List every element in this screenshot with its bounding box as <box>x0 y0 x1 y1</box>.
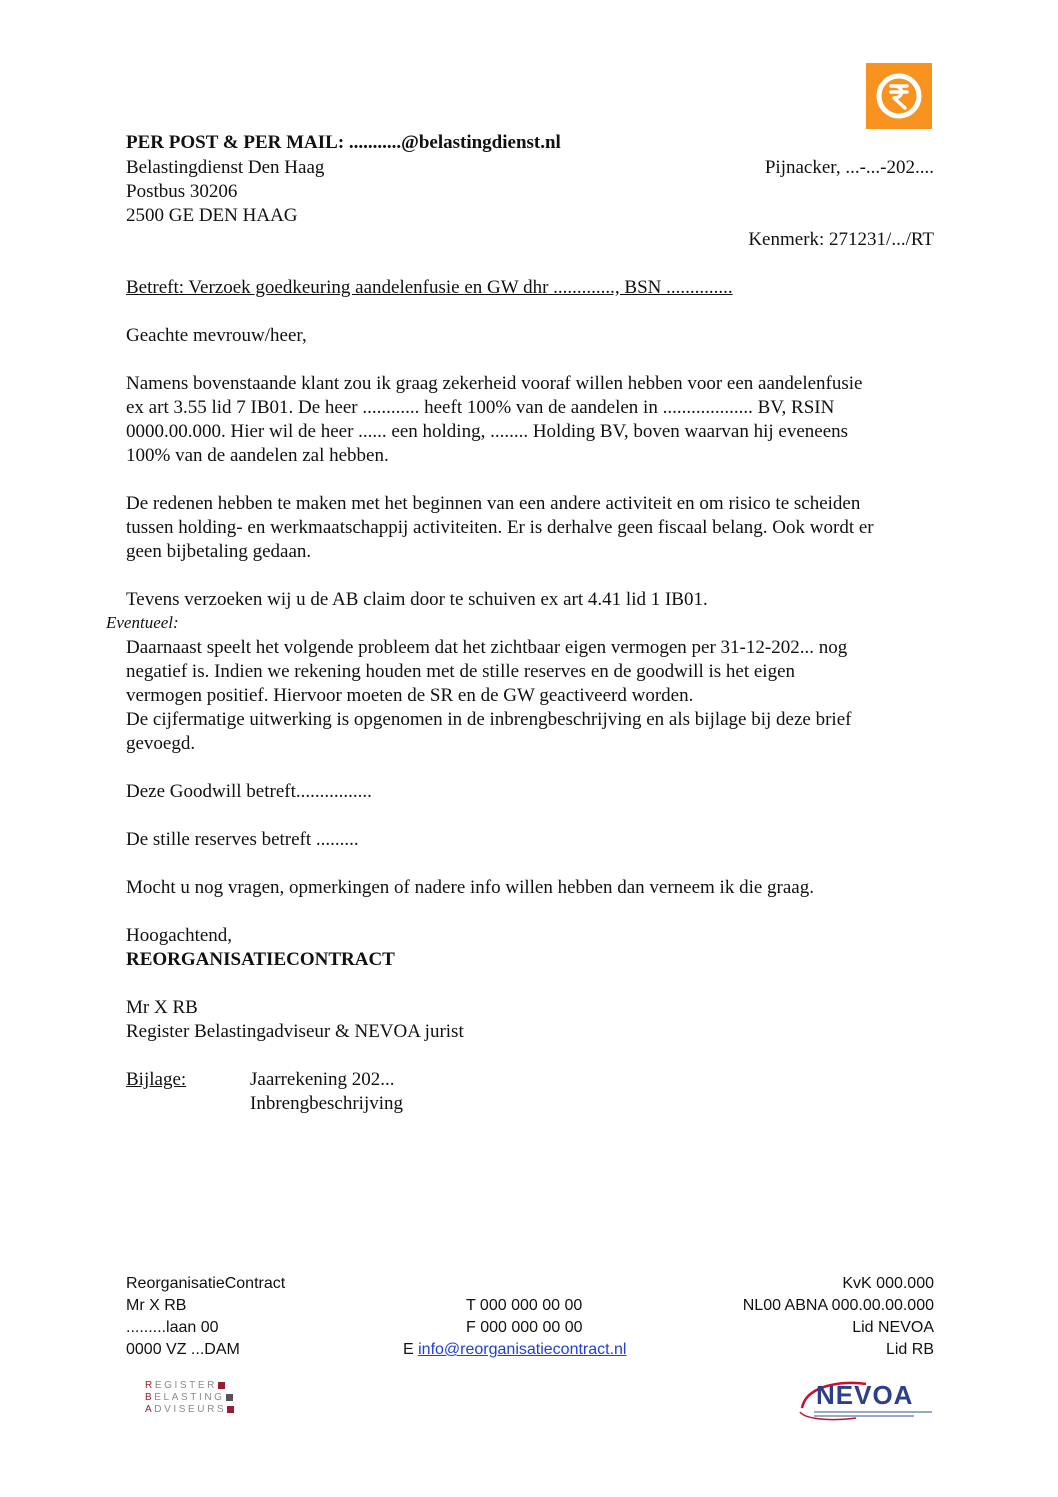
paragraph-2 <box>126 492 874 564</box>
text-line: De cijfermatige uitwerking is opgenomen in de inbrengbeschrijving en als bijlage bij deze brief <box>126 709 852 730</box>
footer-name: Mr X RB <box>126 1297 187 1314</box>
closing-company: REORGANISATIECONTRACT <box>126 949 395 970</box>
paragraph-reserves: De stille reserves betreft ......... <box>126 829 359 850</box>
text-line: ex art 3.55 lid 7 IB01. De heer ............ heeft 100% van de aandelen in ................... BV, RSIN <box>126 397 835 418</box>
footer-phone: T 000 000 00 00 <box>466 1297 583 1314</box>
text-line: Daarnaast speelt het volgende probleem dat het zichtbaar eigen vermogen per 31-12-202... nog <box>126 637 848 658</box>
footer-city: 0000 VZ ...DAM <box>126 1341 240 1358</box>
signer-title: Register Belastingadviseur & NEVOA jurist <box>126 1021 464 1042</box>
text-line: De redenen hebben te maken met het beginnen van een andere activiteit en om risico te scheiden <box>126 493 861 514</box>
attachment-item: Jaarrekening 202... <box>250 1069 395 1090</box>
footer-registration <box>743 1273 934 1361</box>
footer-kvk: KvK 000.000 <box>842 1275 934 1292</box>
place-date: Pijnacker, ...-...-202.... <box>764 157 934 178</box>
send-method-line: PER POST & PER MAIL: ...........@belastingdienst.nl <box>126 132 561 153</box>
text-line: negatief is. Indien we rekening houden met de stille reserves en de goodwill is het eigen <box>126 661 796 682</box>
footer-email-row <box>403 1339 626 1361</box>
salutation: Geachte mevrouw/heer, <box>126 325 307 346</box>
signer-name: Mr X RB <box>126 997 198 1018</box>
attachment-item: Inbrengbeschrijving <box>250 1093 404 1114</box>
text-line: 0000.00.000. Hier wil de heer ...... een holding, ........ Holding BV, boven waarvan hij eveneens <box>126 421 849 442</box>
closing-greeting: Hoogachtend, <box>126 925 233 946</box>
footer-fax: F 000 000 00 00 <box>466 1319 583 1336</box>
company-logo <box>866 63 932 129</box>
footer-rb: Lid RB <box>885 1341 934 1358</box>
footer-street: .........laan 00 <box>126 1319 219 1336</box>
optional-label: Eventueel: <box>106 613 179 632</box>
text-line: vermogen positief. Hiervoor moeten de SR en de GW geactiveerd worden. <box>126 685 694 706</box>
logo-text: ELASTING <box>154 1392 225 1403</box>
recipient-city: 2500 GE DEN HAAG <box>126 205 298 226</box>
logo-letter: R <box>145 1380 155 1391</box>
recipient-address: Postbus 30206 <box>126 181 238 202</box>
paragraph-4 <box>126 636 851 756</box>
nevoa-logo <box>796 1378 936 1424</box>
text-line: 100% van de aandelen zal hebben. <box>126 445 389 466</box>
nevoa-wordmark: NEVOA <box>816 1380 914 1410</box>
paragraph-closing: Mocht u nog vragen, opmerkingen of nadere info willen hebben dan verneem ik die graag. <box>126 877 814 898</box>
logo-letter: B <box>145 1392 155 1403</box>
footer-email-prefix: E <box>403 1341 419 1358</box>
paragraph-1 <box>126 372 862 468</box>
attachments-label: Bijlage: <box>126 1069 187 1090</box>
reference: Kenmerk: 271231/.../RT <box>748 229 934 250</box>
paragraph-3: Tevens verzoeken wij u de AB claim door te schuiven ex art 4.41 lid 1 IB01. <box>126 589 708 610</box>
footer-address <box>126 1273 285 1361</box>
logo-letter: A <box>145 1404 155 1415</box>
footer-nevoa: Lid NEVOA <box>852 1319 934 1336</box>
text-line: Namens bovenstaande klant zou ik graag zekerheid vooraf willen hebben voor een aandelenfusie <box>126 373 863 394</box>
subject-line: Betreft: Verzoek goedkeuring aandelenfusie en GW dhr ............., BSN .............. <box>126 277 733 298</box>
text-line: gevoegd. <box>126 733 196 754</box>
footer-email-link[interactable]: info@reorganisatiecontract.nl <box>418 1341 627 1358</box>
text-line: geen bijbetaling gedaan. <box>126 541 312 562</box>
footer-bank: NL00 ABNA 000.00.00.000 <box>742 1297 934 1314</box>
text-line: tussen holding- en werkmaatschappij activiteiten. Er is derhalve geen fiscaal belang. Ook wordt er <box>126 517 874 538</box>
rupee-coin-icon <box>873 70 925 122</box>
paragraph-goodwill: Deze Goodwill betreft................ <box>126 781 372 802</box>
footer-company: ReorganisatieContract <box>126 1275 286 1292</box>
logo-text: EGISTER <box>154 1380 217 1391</box>
register-belastingadviseurs-logo <box>145 1380 245 1416</box>
logo-text: DVISEURS <box>154 1404 227 1415</box>
recipient-name: Belastingdienst Den Haag <box>126 157 325 178</box>
